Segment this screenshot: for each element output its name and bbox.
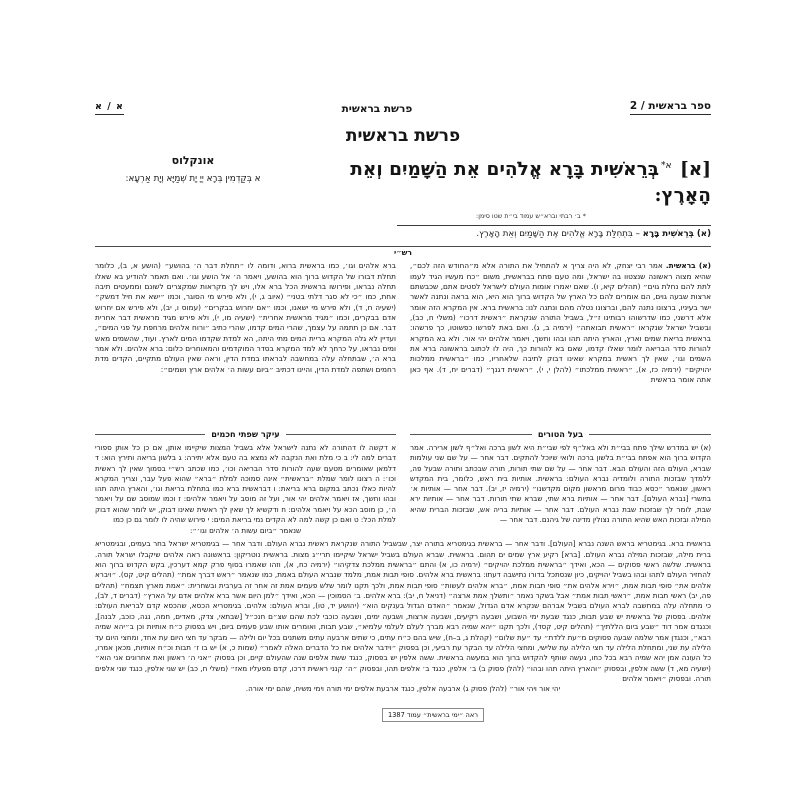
siftei-chachamim-header: עיקר שפתי חכמים bbox=[95, 429, 396, 439]
chapter-verse-marker: א / א bbox=[95, 101, 124, 115]
running-head bbox=[95, 100, 711, 115]
baal-haturim-header: בעל הטורים bbox=[410, 429, 711, 439]
rashi-section-label: רש״י bbox=[394, 248, 412, 258]
onkelos-title: אונקלוס bbox=[171, 154, 215, 167]
torah-verse bbox=[291, 153, 711, 209]
verse-number-bracket: [א] bbox=[680, 159, 711, 181]
baal-haturim-column-text: (א) יש במדרש שילך פתח בבי״ת ולא באל״ף לפי שבי״ת היא לשון ברכה ואל״ף לשון ארירה. אמר הקדוש ברוך הוא אפתח בבי״ת בלשון ברכה ולואי שיוכל להתקים. דבר אחר — על שם שני עולמות שברא, העולם הזה והעולם הבא. דבר אחר — על שם שתי תורות, תורה שבכתב ותורה שבעל פה, ללמדך שבזכות התורה ולומדיה נברא העולם: בראשית. אותיות בית ראש, כלומר, בית המקדש ראשון, שנאמר ״כסא כבוד מרום מראשון מקום מקדשנו״ (ירמיה יז, יב). דבר אחר — אותיות א׳ בתשרי [נברא העולם]. דבר אחר — אותיות ברא שתי, שברא שתי תורות. דבר אחר — אותיות ירא שבת, לומר לך שבזכות שבת נברא העולם. דבר אחר — אותיות בריה אש, שבזכות הברית שהיא המילה ובזכות האש שהיא התורה נצולין מדינה של גיהנם. דבר אחר — bbox=[410, 443, 711, 524]
footnote-box-wrap bbox=[95, 702, 711, 722]
peshat-rest: – בִּתְחִלַּת בָּרָא אֱלֹהִים אֶת הַשָּׁמַיִם וְאֵת הָאָרֶץ. bbox=[476, 229, 643, 240]
book-page bbox=[95, 100, 711, 722]
onkelos-column bbox=[95, 153, 291, 185]
rashi-columns bbox=[95, 261, 711, 421]
verse-number-marker: א* bbox=[661, 161, 672, 171]
baal-haturim-fullwidth-text: בראשית ברא. בגימטריא בראש השנה נברא [העולם]. ודבר אחר — בראשית בגימטריא בתורה יצר, שבשביל התורה שנקראת ראשית נברא העולם. ודבר אחר — בגימטריא ישראל בחר בעמים, ובגימטריא ברית מילה, שבזכות המילה נברא העולם. [ברא] רקיע ארץ שמים ים תהום. בראשית. שברא העולם בשביל ישראל שיקיימו תרי״ג מצות. בראשית נוטריקון: בראשונה ראה אלהים שיקבלו ישראל תורה. בראשית. שלשה ראשי פסוקים — הכא, ואידך ״בראשית ממלכת יהויקים״ (ירמיה כו, א) והתם ״בראשית ממלכת צדקיהו״ (ירמיה כח, א), וזהו שאמרו בסוף פרק קמא דערכין, בקש הקדוש ברוך הוא להחזיר העולם לתהו ובהו בשביל יהויקים, כיון שנסתכל בדורו נתישבה דעתו: בראשית ברא אלהים. סופי תבות אמת, מלמד שנברא העולם באמת, כמו שנאמר ״ראש דברך אמת״ (תהלים קיט, קס). ״ויברא אלהים את״ סופי תבות אמת, ״וירא אלהים את״ סופי תבות אמת, ״ברא אלהים לעשות״ סופי תבות אמת, ולכך תקנו לומר שלש פעמים אמת זה אחר זה בערבית ובשחרית: ״אמת מארץ תצמח״ (תהלים פה, יב) ראשי תבות אמת, ״ראשי תבות אמת״ אבל בשקר נאמר ״ותשלך אמת ארצה״ (דניאל ח, יב): ברא אלהים. ב׳ הסמוכין — הכא, ואידך ״למן היום אשר ברא אלהים אדם על הארץ״ (דברים ד, לב), כי מתחלה עלה במחשבה לברא העולם בשביל אברהם שנקרא אדם הגדול, שנאמר ״האדם הגדול בענקים הוא״ (יהושע יד, טו), וברא העולם: אלהים. בגימטריא הכסא, שהכסא קדם לבריאת העולם: אלהים. בפסוק של בראשית יש שבע תבות, כנגד שבעת ימי השבוע, ושבעה רקיעים, ושבעה ארצות, ושבעה ימים, ושבעה כוכבי לכת שהם שצ״ם חנכ״ל [שבתאי, צדק, מאדים, חמה, נגה, כוכב, לבנה], וכנגדם אמר דוד ״שבע ביום הללתיך״ (תהלים קיט, קסד), ולכך תקנו ״יהא שמיה רבא מברך לעלם לעלמי עלמיא״, שבע תבות, ואומרים אותו שבע פעמים ביום, ויש בפסוק כ״ח אותיות וכן ב״יהא שמיה רבא״, וכנגדן אמר שלמה שבעה פסוקים מ״עת ללדת״ עד ״עת שלום״ (קהלת ג, ב–ח), שיש בהם כ״ח עתים, כי שתים ארבעה עתים משתנים בכל יום ולילה — מבקר עד חצי היום עת אחד, ומחצי היום עד הלילה עת שני, ומתחלת הלילה עד חצי הלילה עת שלישי, ומחצי הלילה עד הבקר עת רביעי, וכן בפסוק ״וידבר אלהים את כל הדברים האלה לאמר״ (שמות כ, א) יש בו ז׳ תבות וכ״ח אותיות, מכאן אמרו, כל העונה אמן יהא שמיה רבא בכל כחו, נעשה שותף להקדוש ברוך הוא במעשה בראשית. ששה אלפין יש בפסוק, כנגד ששת אלפים שנה שהעולם קיים, וכן בפסוק ״אני ה׳ ראשון ואת אחרונים אני הוא״ (ישעיה מא, ד) ששה אלפין, ובפסוק ״והארץ היתה תהו ובהו״ (להלן פסוק ב) ב׳ אלפין, כנגד ב׳ אלפים תהו, ובפסוק ״ה׳ קנני ראשית דרכו, קדם מפעליו מאז״ (משלי ח, כב) יש שני אלפין, כנגד שני אלפים תורה. ובפסוק ״ויאמר אלהים bbox=[95, 539, 711, 683]
siftei-chachamim-section bbox=[95, 429, 396, 536]
siftei-chachamim-column-text: א דקשה לו דהתורה לא נתנה לישראל אלא בשביל המצות שיקיימו אותן, אם כן כל אותן ספורי דברים למה לי: ב כי מלת ואת הנקבה לא נמצא בה טעם אלא יתירה: ג בלשון בריאה ותירץ הוא: ד דלמאן שאומרים מטעם שעה להורות סדר הבריאה וכו׳, כמו שכתב רש״י בסמוך שאין לך ראשית וכו׳: ה רצונו לומר שמלת ״בראשית״ אינה סמוכה למלת ״ברא״ שהוא פעל עבר, וצריך המקרא להיות כאלו נכתב במקום ברא בריאת: ו דבראשית ברא כמו בתחלת בריאת וגו׳, והארץ היתה תהו ובהו וחשך, אז ויאמר אלהים יהי אור, ועל זה מוסב על ויאמר אלהים: ז וכמו שמוסב שם על ויאמר ה׳, כן מוסב הכא על ויאמר אלהים: ח ודקשיא לך שאין לך ראשית שאינו דבוק, יש לומר שהוא דבוק למלת הכל: ט ואם כן קשה למה לא הקדים נמי בריאת המים: י פירוש שהיה לו לומר גם כן כמו bbox=[95, 443, 396, 524]
verse-row bbox=[95, 153, 711, 209]
page-title: פרשת בראשית bbox=[345, 126, 461, 146]
masorah-note: * ב׳ רבתי וברא״ש עמוד בי״ת שטו סימן: bbox=[476, 212, 586, 221]
verse-text: בְּרֵאשִׁית בָּרָא אֱלֹהִים אֵת הַשָּׁמַיִם וְאֵת הָאָרֶץ: bbox=[350, 159, 711, 207]
rashi-column-left: ברא אלהים וגו׳, כמו בראשית ברוא, ודומה לו ״תחלת דבר ה׳ בהושע״ (הושע א, ב), כלומר תחלת דבורו של הקדוש ברוך הוא בהושע, ויאמר ה׳ אל הושע וגו׳. ואם תאמר להודיע בא שאלו תחלה נבראו, ופירושו בראשית הכל ברא אלו, ויש לך מקראות שמקצרים לשונם וממעטים תיבה אחת, כמו ״כי לא סגר דלתי בטני״ (איוב ג, י), ולא פירש מי הסוגר, וכמו ״ישא את חיל דמשק״ (ישעיה ח, ד), ולא פירש מי ישאנו, וכמו ״אם יחרוש בבקרים״ (עמוס ו, יב), ולא פירש אם יחרוש אדם בבקרים, וכמו ״מגיד מראשית אחרית״ (ישעיה מו, י), ולא פירש מגיד מראשית דבר אחרית דבר. אם כן תתמה על עצמך, שהרי המים קדמו, שהרי כתיב ״ורוח אלהים מרחפת על פני המים״, ועדיין לא גלה המקרא בריית המים מתי היתה, הא למדת שקדמו המים לארץ. ועוד, שהשמים מאש ומים נבראו, על כרחך לא למד המקרא בסדר המוקדמים והמאוחרים כלום: ברא אלהים. ולא אמר ברא ה׳, שבתחלה עלה במחשבה לבראתו במדת הדין, וראה שאין העולם מתקיים, הקדים מדת רחמים ושתפה למדת הדין, והיינו דכתיב ״ביום עשות ה׳ אלהים ארץ ושמים״: bbox=[95, 261, 396, 374]
running-head-parsha: פרשת בראשית bbox=[341, 103, 413, 115]
rashi-dibur-hamatchil: (א) בראשית. bbox=[665, 261, 711, 271]
rashi-column-right bbox=[410, 261, 711, 421]
book-title-page-number: ספר בראשית / 2 bbox=[630, 100, 711, 115]
rashi-text-right: אמר רבי יצחק, לא היה צריך א להתחיל את התורה אלא מ״החודש הזה לכם״, שהיא מצוה ראשונה שנצטוו בה ישראל, ומה טעם פתח בבראשית, משום ״כח מעשיו הגיד לעמו לתת להם נחלת גוים״ (תהלים קיא, ו). שאם יאמרו אומות העולם לישראל לסטים אתם, שכבשתם ארצות שבעה גוים, הם אומרים להם כל הארץ של הקדוש ברוך הוא היא, הוא בראה ונתנה לאשר ישר בעיניו, ברצונו נתנה להם, וברצונו נטלה מהם ונתנה לנו: בראשית ברא. אין המקרא הזה אומר אלא דרשני, כמו שדרשוהו רבותינו ז״ל, בשביל התורה שנקראת ״ראשית דרכו״ (משלי ח, כב), ובשביל ישראל שנקראו ״ראשית תבואתה״ (ירמיה ב, ג). ואם באת לפרשו כפשוטו, כך פרשהו: בראשית בריאת שמים וארץ, והארץ היתה תהו ובהו וחשך, ויאמר אלהים יהי אור. ולא בא המקרא להורות סדר הבריאה לומר שאלו קדמו, שאם בא להורות כך, היה לו לכתוב בראשונה ברא את השמים וגו׳, שאין לך ראשית במקרא שאינו דבוק לתיבה שלאחריו, כמו ״בראשית ממלכות יהויקים״ (ירמיה כז, א), ״ראשית ממלכתו״ (להלן י, י), ״ראשית דגנך״ (דברים יח, ד). אף כאן אתה אומר בראשית bbox=[410, 261, 711, 384]
onkelos-text: א בְּקַדְמִין בְּרָא יְיָ יָת שְׁמַיָּא וְיָת אַרְעָא: bbox=[125, 174, 261, 184]
siftei-chachamim-last-line: שנאמר ״ביום עשות ה׳ אלהים וגו׳״: bbox=[189, 526, 302, 536]
peshat-lead: (א) בְּרֵאשִׁית בָּרָא bbox=[642, 229, 711, 240]
reference-box: ראה ״ימי בראשית״ עמוד 1387 bbox=[382, 708, 484, 722]
peshat-line bbox=[397, 225, 711, 240]
lower-commentaries bbox=[95, 429, 711, 536]
baal-haturim-section bbox=[410, 429, 711, 536]
rashi-divider-rule bbox=[95, 246, 711, 247]
baal-haturim-last-line: יהי אור ויהי אור״ (להלן פסוק ג) ארבעה אלפין, כנגד ארבעת אלפים ימי תורה וימי משיח, שהם ימי אורה. bbox=[245, 684, 561, 694]
